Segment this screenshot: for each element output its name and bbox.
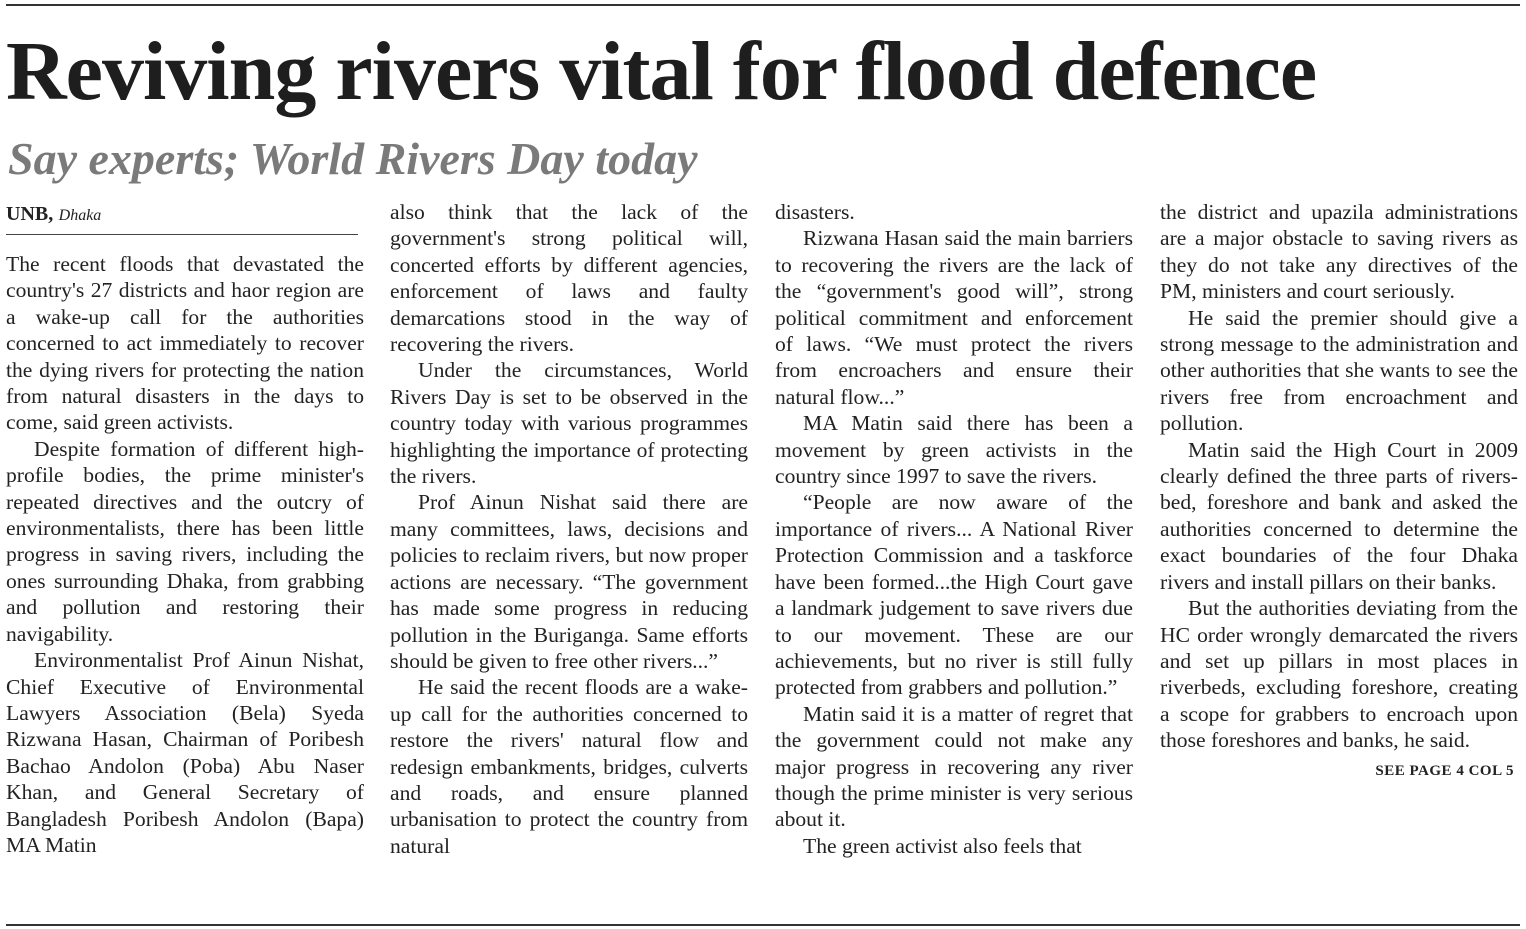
paragraph: Matin said the High Court in 2009 clearly defined the three parts of rivers-bed, foreshore and bank and asked the authorities concerned to determine the exact boundaries of the four Dhaka rivers and install pillars on their banks. bbox=[1160, 437, 1518, 594]
paragraph: disasters. bbox=[775, 200, 855, 224]
paragraph: The green activist also feels that bbox=[803, 833, 1082, 858]
byline bbox=[6, 199, 364, 227]
paragraph: also think that the lack of the government's strong political will, concerted efforts by different agencies, enforcement of laws and faulty demarcations stood in the way of recovering the rivers. bbox=[390, 200, 748, 357]
article-column-1 bbox=[6, 199, 364, 858]
paragraph: He said the premier should give a strong message to the administration and other authorities that she wants to see the rivers free from encroachment and pollution. bbox=[1160, 305, 1518, 436]
paragraph: Rizwana Hasan said the main barriers to recovering the rivers are the lack of the “government's good will”, strong political commitment and enforcement of laws. “We must protect the rivers from encroachers and ensure their natural flow...” bbox=[775, 226, 1133, 409]
paragraph: “People are now aware of the importance of rivers... A National River Protection Commission and a taskforce have been formed...the High Court gave a landmark judgement to save rivers due to our movement. These are our achievements, but no river is still fully protected from grabbers and pollution.” bbox=[775, 490, 1133, 700]
paragraph: MA Matin said there has been a movement by green activists in the country since 1997 to save the rivers. bbox=[775, 411, 1133, 489]
paragraph: Under the circumstances, World Rivers Day is set to be observed in the country today with various programmes highlighting the importance of protecting the rivers. bbox=[390, 358, 748, 489]
paragraph: Environmentalist Prof Ainun Nishat, Chief Executive of Environmental Lawyers Association (Bela) Syeda Rizwana Hasan, Chairman of Poribesh Bachao Andolon (Poba) Abu Naser Khan, and General Secretary of Bangladesh Poribesh Andolon (Bapa) MA Matin bbox=[6, 648, 364, 857]
article-column-3 bbox=[775, 199, 1133, 859]
continuation-jump: SEE PAGE 4 COL 5 bbox=[1375, 762, 1514, 779]
paragraph: Matin said it is a matter of regret that the government could not make any major progress in recovering any river though the prime minister is very serious about it. bbox=[775, 701, 1133, 832]
paragraph: But the authorities deviating from the HC order wrongly demarcated the rivers and set up pillars in most places in riverbeds, excluding foreshore, creating a scope for grabbers to encroach upon those foreshores and banks, he said. bbox=[1160, 596, 1518, 753]
article-column-4 bbox=[1160, 199, 1518, 782]
byline-agency: UNB, bbox=[6, 203, 54, 225]
headline: Reviving rivers vital for flood defence bbox=[6, 25, 1317, 118]
article-column-2 bbox=[390, 199, 748, 859]
paragraph: Prof Ainun Nishat said there are many committees, laws, decisions and policies to reclaim rivers, but now proper actions are necessary. “The government has made some progress in reducing pollution in the Buriganga. Same efforts should be given to free other rivers...” bbox=[390, 490, 748, 673]
paragraph: The recent floods that devastated the country's 27 districts and haor region are a wake-up call for the authorities concerned to act immediately to recover the dying rivers for protecting the nation from natural disasters in the days to come, said green activists. bbox=[6, 252, 364, 435]
byline-dateline: Dhaka bbox=[58, 207, 102, 224]
bottom-rule bbox=[6, 924, 1520, 926]
deck: Say experts; World Rivers Day today bbox=[8, 133, 698, 184]
top-rule bbox=[6, 4, 1520, 6]
paragraph: Despite formation of different high-profile bodies, the prime minister's repeated directives and the outcry of environmentalists, there has been little progress in saving rivers, including the ones surrounding Dhaka, from grabbing and pollution and restoring their navigability. bbox=[6, 436, 364, 646]
paragraph: the district and upazila administrations are a major obstacle to saving rivers as they do not take any directives of the PM, ministers and court seriously. bbox=[1160, 200, 1518, 304]
paragraph: He said the recent floods are a wake-up call for the authorities concerned to restore the rivers' natural flow and redesign embankments, bridges, culverts and roads, and ensure planned urbanisation to protect the country from natural bbox=[390, 675, 748, 858]
byline-rule bbox=[6, 234, 358, 235]
